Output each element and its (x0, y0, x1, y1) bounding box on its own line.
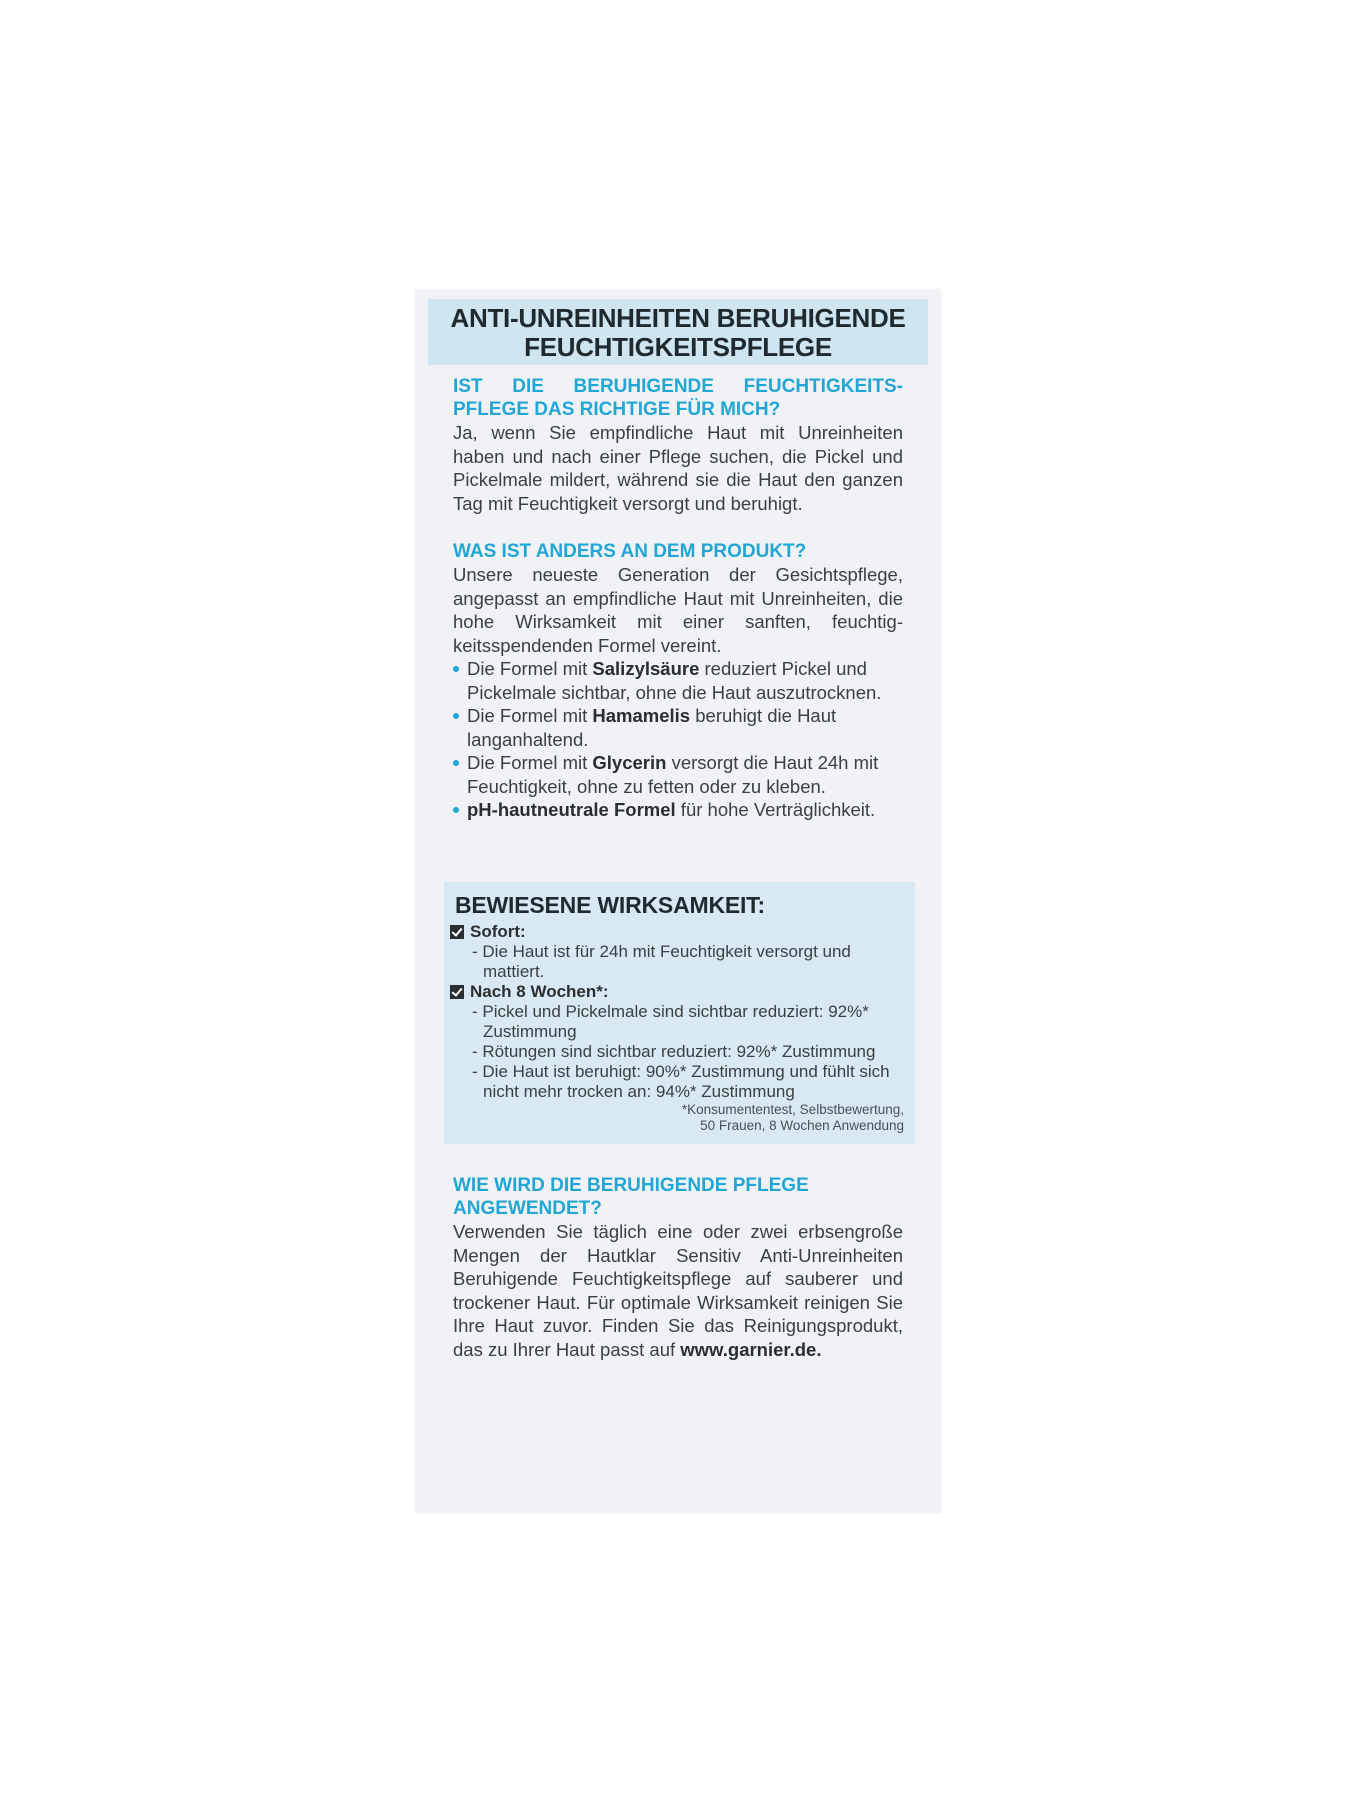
proof-heading: BEWIESENE WIRKSAMKEIT: (455, 892, 765, 918)
section2-text: Unsere neueste Generation der Gesichtspflege, angepasst an empfindliche Haut mit Unreinheiten, die hohe Wirksamkeit mit einer sanften, feuchtigkeitsspendenden Formel vereint. (453, 564, 903, 656)
section1-heading-line-2: PFLEGE DAS RICHTIGE FÜR MICH? (453, 399, 781, 420)
bullet-dot-icon (453, 713, 459, 719)
proof-group1-item: - Die Haut ist für 24h mit Feuchtigkeit versorgt und mattiert. (472, 942, 851, 981)
bullet-dot-icon (453, 666, 459, 672)
section3-text: Verwenden Sie täglich eine oder zwei erbsengroße Mengen der Hautklar Sensitiv Anti-Unreinheiten Beruhigende Feuchtigkeitspflege auf sauberer und trockener Haut. Für optimale Wirksamkeit reinigen Sie Ihre Haut zuvor. Finden Sie das Reinigungsprodukt, das zu Ihrer Haut passt auf www.garnier.de. (453, 1221, 903, 1360)
product-info-panel (415, 289, 941, 1513)
proof-group2-item-3: - Die Haut ist beruhigt: 90%* Zustimmung und fühlt sich nicht mehr trocken an: 94%* Zustimmung (472, 1062, 890, 1101)
bullet-dot-icon (453, 807, 459, 813)
list-item: pH-hautneutrale Formel für hohe Verträglichkeit. (453, 798, 903, 822)
bullet-dot-icon (453, 760, 459, 766)
website-link: www.garnier.de. (680, 1338, 822, 1360)
checkbox-checked-icon (450, 925, 464, 939)
proof-group2-item-2: - Rötungen sind sichtbar reduziert: 92%* Zustimmung (472, 1042, 876, 1061)
section-how-to-use (453, 1174, 903, 1361)
footnote-line-1: *Konsumententest, Selbstbewertung, (681, 1102, 904, 1117)
list-item: Die Formel mit Salizylsäure reduziert Pickel und Pickelmale sichtbar, ohne die Haut auszutrocknen. (453, 657, 903, 704)
proven-efficacy-box (444, 882, 915, 1144)
section1-heading-line-1: IST DIE BERUHIGENDE FEUCHTIGKEITS- (453, 376, 903, 397)
section-is-it-right (453, 375, 903, 515)
title-banner (428, 299, 928, 365)
section3-heading: WIE WIRD DIE BERUHIGENDE PFLEGE ANGEWENDET? (453, 1175, 809, 1219)
proof-group2-item-1: - Pickel und Pickelmale sind sichtbar reduziert: 92%* Zustimmung (472, 1002, 869, 1041)
checkbox-checked-icon (450, 985, 464, 999)
title-line-1: ANTI-UNREINHEITEN BERUHIGENDE (450, 303, 906, 333)
section-whats-different (453, 540, 903, 822)
title-line-2: FEUCHTIGKEITSPFLEGE (524, 332, 832, 362)
proof-group1-label: Sofort: (470, 922, 526, 941)
proof-group2-label: Nach 8 Wochen*: (470, 982, 609, 1001)
checkbox-row-8-weeks (450, 982, 910, 1002)
section2-heading: WAS IST ANDERS AN DEM PRODUKT? (453, 541, 807, 562)
list-item: Die Formel mit Glycerin versorgt die Haut 24h mit Feuchtigkeit, ohne zu fetten oder zu kleben. (453, 751, 903, 798)
ingredient-list (453, 657, 903, 822)
section1-text: Ja, wenn Sie empfindliche Haut mit Unreinheiten haben und nach einer Pflege suchen, die Pickel und Pickelmale mildert, während sie die Haut den ganzen Tag mit Feuchtigkeit versorgt und beruhigt. (453, 422, 903, 514)
footnote-line-2: 50 Frauen, 8 Wochen Anwendung (700, 1118, 904, 1133)
checkbox-row-immediately (450, 922, 910, 942)
list-item: Die Formel mit Hamamelis beruhigt die Haut langanhaltend. (453, 704, 903, 751)
